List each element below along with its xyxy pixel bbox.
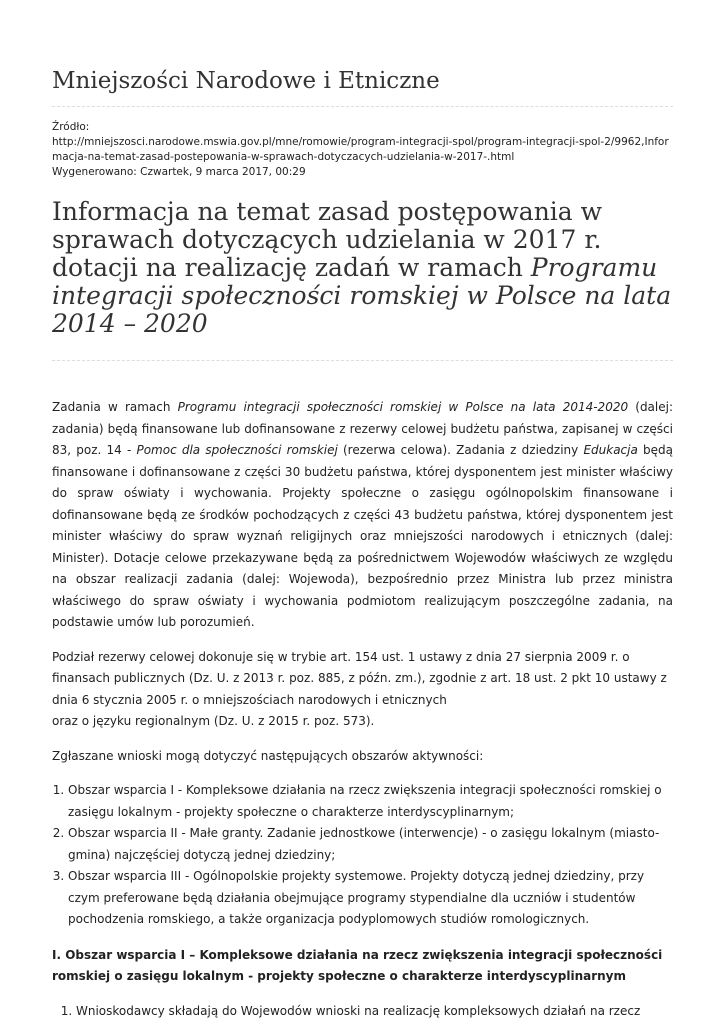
para1-text4: będą finansowane i dofinansowane z części 30 budżetu państwa, której dysponentem jest minister właściwy do spraw oświaty i wychowania. Projekty społeczne o zasięgu ogólnopolskim finansowane i dofinansowane będą ze środków pochodzących z części 43 budżetu państwa, której dysponentem jest minister właściwy do spraw wyznań religijnych oraz mniejszości narodowych i etnicznych (dalej: Minister). Dotacje celowe przekazywane będą za pośrednictwem Wojewodów właściwych ze względu na obszar realizacji zadania (dalej: Wojewoda), bezpośrednio przez Ministra lub przez ministra właściwego do spraw oświaty i wychowania podmiotom realizującym poszczególne zadania, na podstawie umów lub porozumień. [52,443,673,629]
steps-list [52,1001,673,1023]
source-meta [52,120,673,180]
paragraph-intro [52,397,673,634]
para1-text2: (dalej: zadania) będą finansowane lub dofinansowane z rezerwy celowej budżetu państwa, zapisanej w części 83, poz. 14 - [52,400,674,457]
paragraph-legal [52,647,673,733]
article-title-plain: Informacja na temat zasad postępowania w sprawach dotyczących udzielania w 2017 r. dotacji na realizację zadań w ramach [52,197,603,282]
article-title [52,198,673,338]
paragraph-areas-intro: Zgłaszane wnioski mogą dotyczyć następujących obszarów aktywności: [52,748,484,763]
generated-date: Wygenerowano: Czwartek, 9 marca 2017, 00:29 [52,166,306,178]
article-title-italic: Programu integracji społeczności romskiej w Polsce na lata 2014 – 2020 [52,253,672,338]
list-item: 1. Obszar wsparcia I - Kompleksowe działania na rzecz zwiększenia integracji społeczności romskiej o zasięgu lokalnym - projekty społeczne o charakterze interdyscyplinarnym; [68,780,673,823]
para1-text3: (rezerwa celowa). Zadania z dziedziny [337,443,584,457]
para1-italic3: Edukacja [583,443,638,457]
list-item: 2. Obszar wsparcia II - Małe granty. Zadanie jednostkowe (interwencje) - o zasięgu lokalnym (miasto-gmina) najczęściej dotyczą jednej dziedziny; [68,823,673,866]
list-item: 3. Obszar wsparcia III - Ogólnopolskie projekty systemowe. Projekty dotyczą jednej dziedziny, przy czym preferowane będą działania obejmujące programy stypendialne dla uczniów i studentów pochodzenia romskiego, a także organizacja podyplomowych studiów romologicznych. [68,866,673,931]
list-item: 1. Wnioskodawcy składają do Wojewodów wnioski na realizację kompleksowych działań na rzecz [76,1001,673,1023]
section-heading: I. Obszar wsparcia I – Kompleksowe działania na rzecz zwiększenia integracji społeczności romskiej o zasięgu lokalnym - projekty społeczne o charakterze interdyscyplinarnym [52,947,663,983]
header-divider [52,106,673,107]
site-title: Mniejszości Narodowe i Etniczne [52,68,440,94]
para1-italic2: Pomoc dla społeczności romskiej [136,443,338,457]
para2-line2: oraz o języku regionalnym (Dz. U. z 2015 r. poz. 573). [52,714,375,728]
para1-italic1: Programu integracji społeczności romskiej w Polsce na lata 2014-2020 [177,400,629,414]
title-divider [52,360,673,361]
para2-line1: Podział rezerwy celowej dokonuje się w trybie art. 154 ust. 1 ustawy z dnia 27 sierpnia 2009 r. o finansach publicznych (Dz. U. z 2013 r. poz. 885, z późn. zm.), zgodnie z art. 18 ust. 2 pkt 10 ustawy z dnia 6 stycznia 2005 r. o mniejszościach narodowych i etnicznych [52,649,667,707]
areas-list [52,780,673,931]
source-url[interactable]: http://mniejszosci.narodowe.mswia.gov.pl/mne/romowie/program-integracji-spol/program-integracji-spol-2/9962,Informacja-na-temat-zasad-postepowania-w-sprawach-dotyczacych-udzielania-w-2017-.html [52,136,669,163]
para1-text1: Zadania w ramach [52,400,178,414]
source-label: Źródło: [52,121,90,133]
article-body [52,397,673,1022]
